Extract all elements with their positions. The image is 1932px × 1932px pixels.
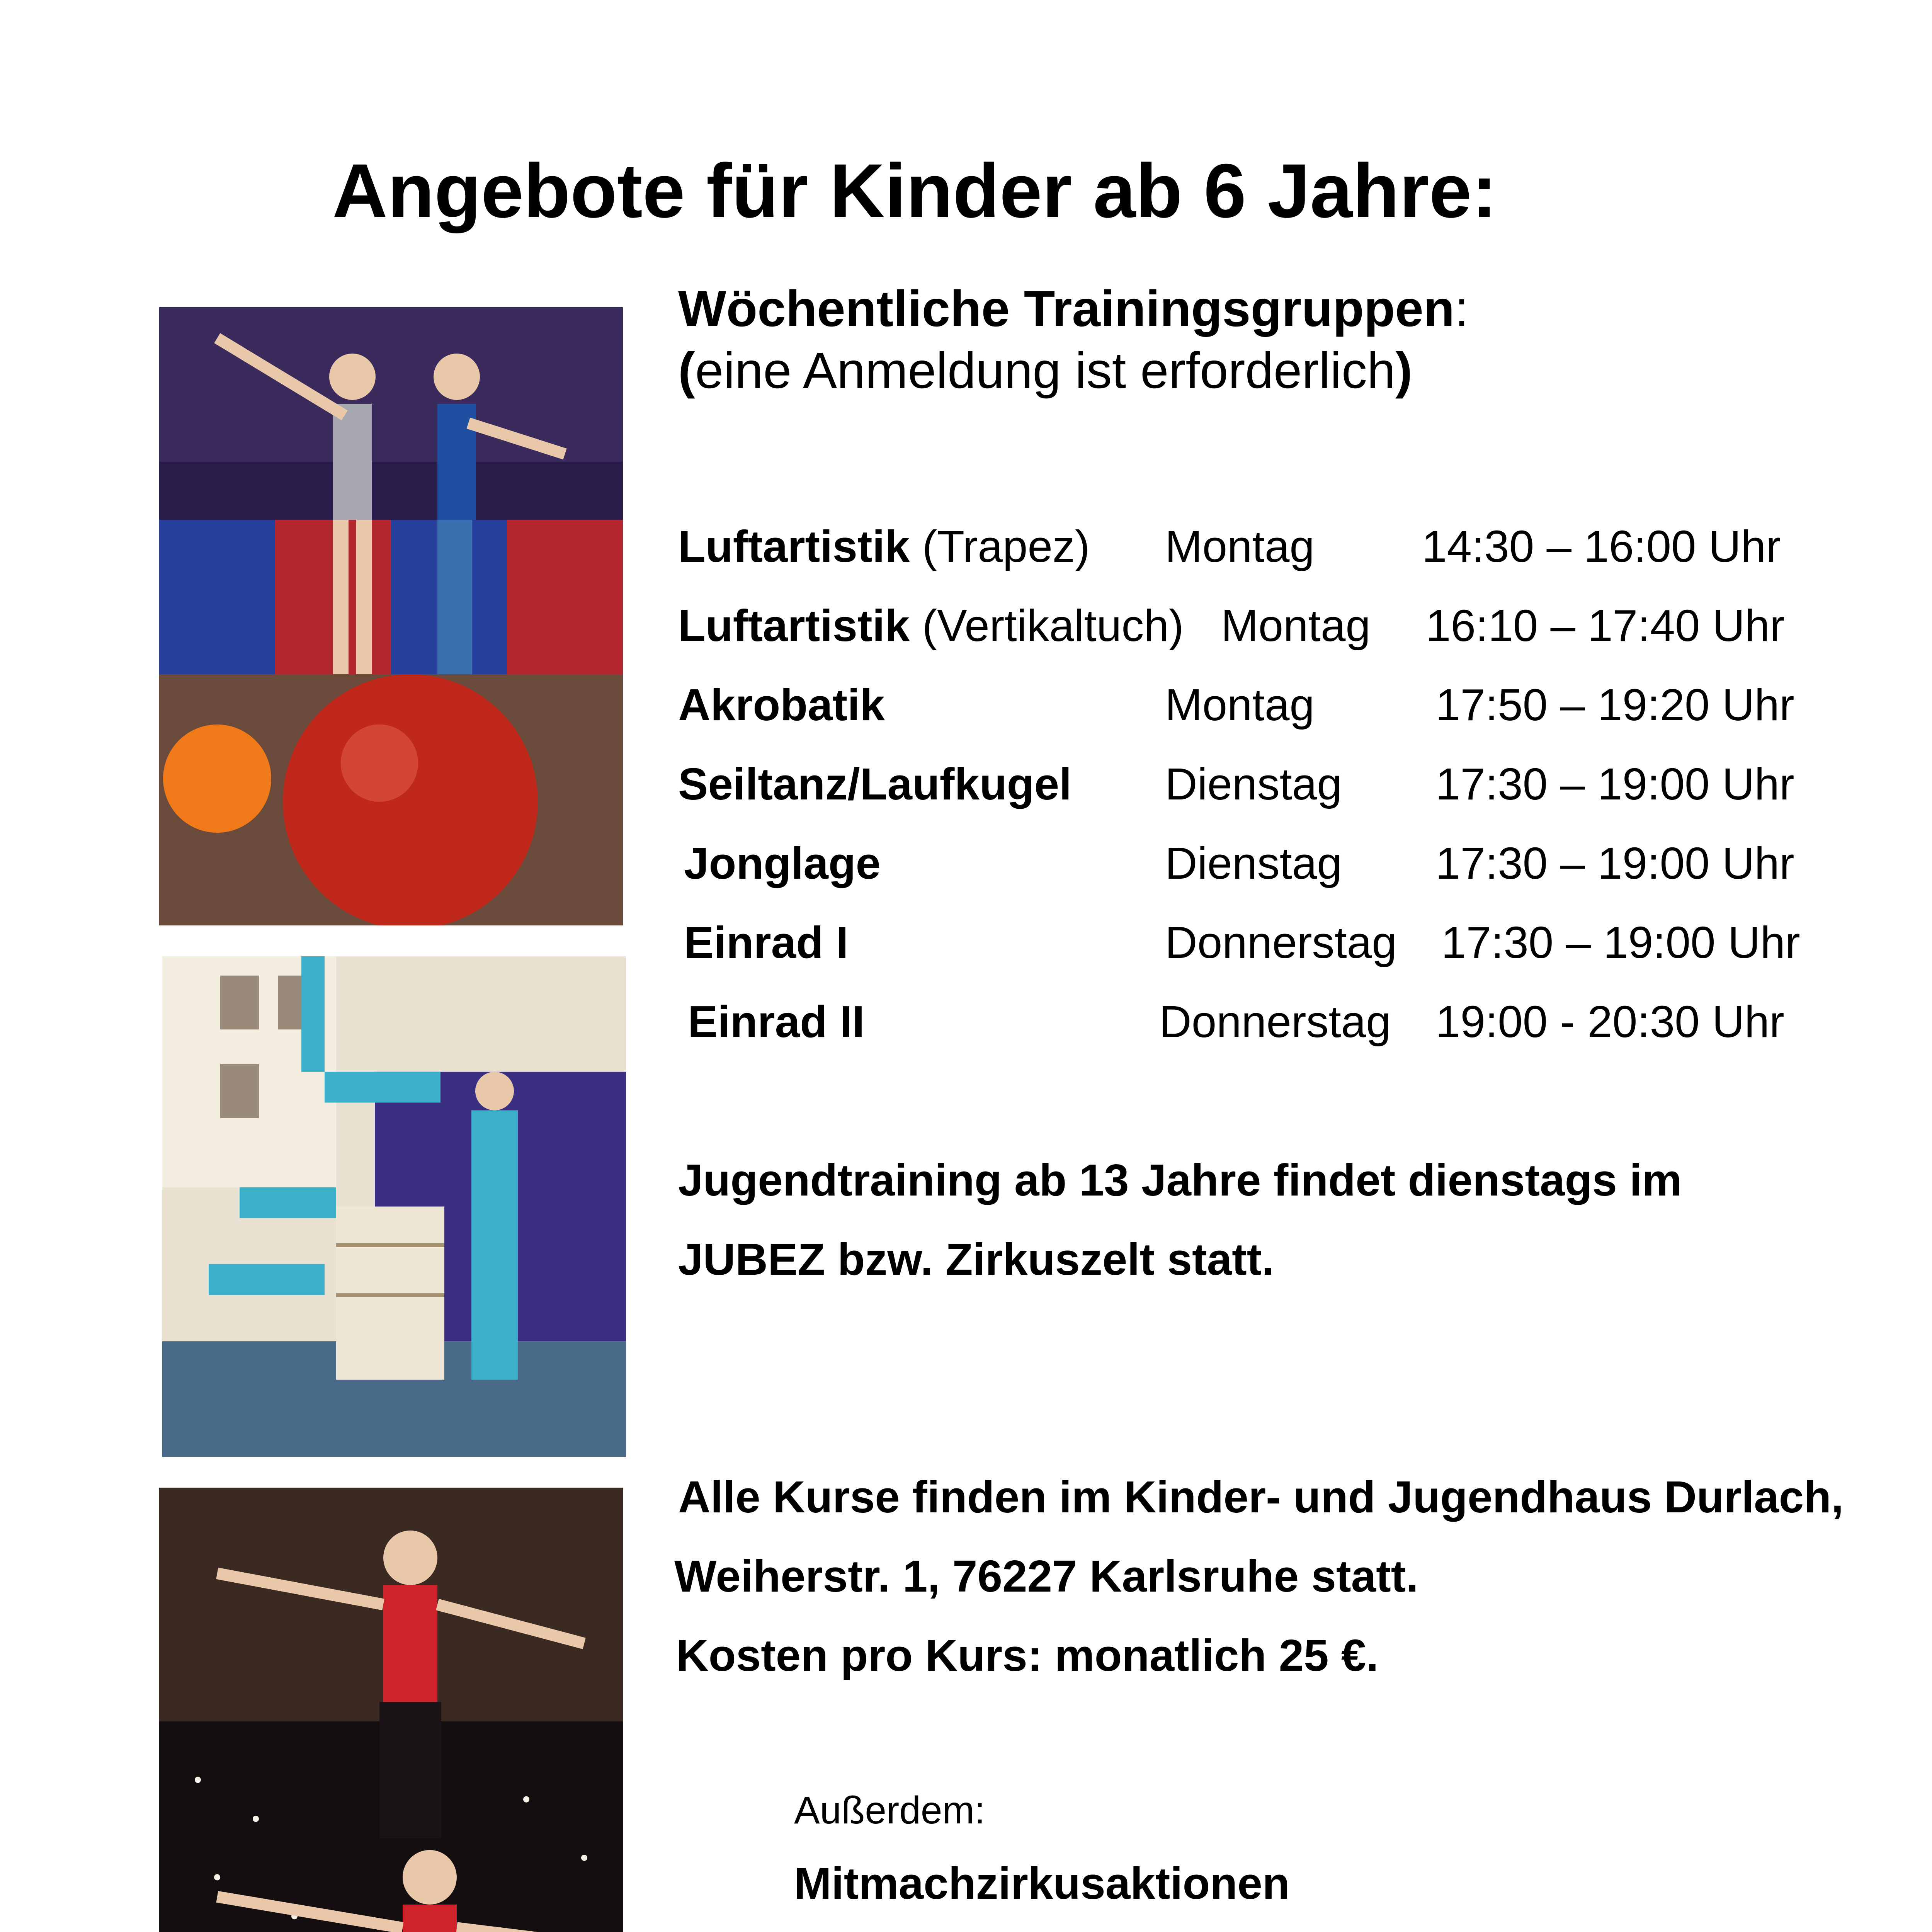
course-extra: (Trapez): [910, 521, 1090, 571]
course-day: Dienstag: [1165, 838, 1342, 888]
course-time: 14:30 – 16:00 Uhr: [1422, 521, 1781, 571]
course-name: Akrobatik: [678, 680, 885, 730]
cost-line: Kosten pro Kurs: monatlich 25 €.: [676, 1630, 1379, 1680]
course-extra: (Vertikaltuch): [910, 600, 1184, 651]
course-day: Montag: [1165, 680, 1315, 730]
schedule-row: [684, 837, 881, 890]
weekly-heading: [678, 278, 1469, 339]
course-day: Dienstag: [1165, 759, 1342, 809]
schedule-row: [688, 995, 865, 1049]
course-day: Donnerstag: [1165, 917, 1397, 968]
note-close-paren: ): [1395, 342, 1413, 399]
course-day: Montag: [1221, 600, 1371, 651]
course-name: Jonglage: [684, 838, 881, 888]
course-name: Einrad II: [688, 997, 865, 1047]
course-name: Einrad I: [684, 917, 849, 968]
weekly-heading-colon: :: [1454, 280, 1469, 337]
photo-human-pyramid: [162, 956, 626, 1457]
course-time: 17:30 – 19:00 Uhr: [1435, 838, 1794, 888]
photo-kids-on-ball: [159, 307, 623, 925]
course-time: 17:30 – 19:00 Uhr: [1441, 917, 1800, 968]
course-name: Luftartistik: [678, 600, 910, 651]
course-time: 17:30 – 19:00 Uhr: [1435, 759, 1794, 809]
course-name: Seiltanz/Laufkugel: [678, 759, 1072, 809]
weekly-heading-bold: Wöchentliche Trainingsgruppen: [678, 280, 1455, 337]
course-day: Donnerstag: [1159, 997, 1391, 1047]
note-open-paren: (: [678, 342, 695, 399]
course-day: Montag: [1165, 521, 1315, 571]
youth-line-1: Jugendtraining ab 13 Jahre findet dienstags im: [678, 1155, 1682, 1205]
schedule-row: [678, 520, 1090, 573]
course-name: Luftartistik: [678, 521, 910, 571]
schedule-row: [678, 757, 1071, 811]
registration-note: [678, 340, 1412, 401]
extras-heading: Außerdem:: [794, 1789, 985, 1832]
course-time: 16:10 – 17:40 Uhr: [1426, 600, 1785, 651]
extras-item: Mitmachzirkusaktionen: [794, 1858, 1290, 1908]
course-time: 17:50 – 19:20 Uhr: [1435, 680, 1794, 730]
schedule-row: [678, 599, 1184, 653]
schedule-row: [684, 916, 848, 969]
schedule-row: [678, 678, 885, 732]
location-line-1: Alle Kurse finden im Kinder- und Jugendhaus Durlach,: [678, 1472, 1844, 1522]
page-title: Angebote für Kinder ab 6 Jahre:: [332, 148, 1497, 233]
youth-line-2: JUBEZ bzw. Zirkuszelt statt.: [678, 1234, 1274, 1284]
note-text: eine Anmeldung ist erforderlich: [695, 342, 1396, 399]
course-time: 19:00 - 20:30 Uhr: [1435, 997, 1784, 1047]
photo-girls-balance: [159, 1488, 623, 1932]
location-line-2: Weiherstr. 1, 76227 Karlsruhe statt.: [674, 1551, 1418, 1601]
